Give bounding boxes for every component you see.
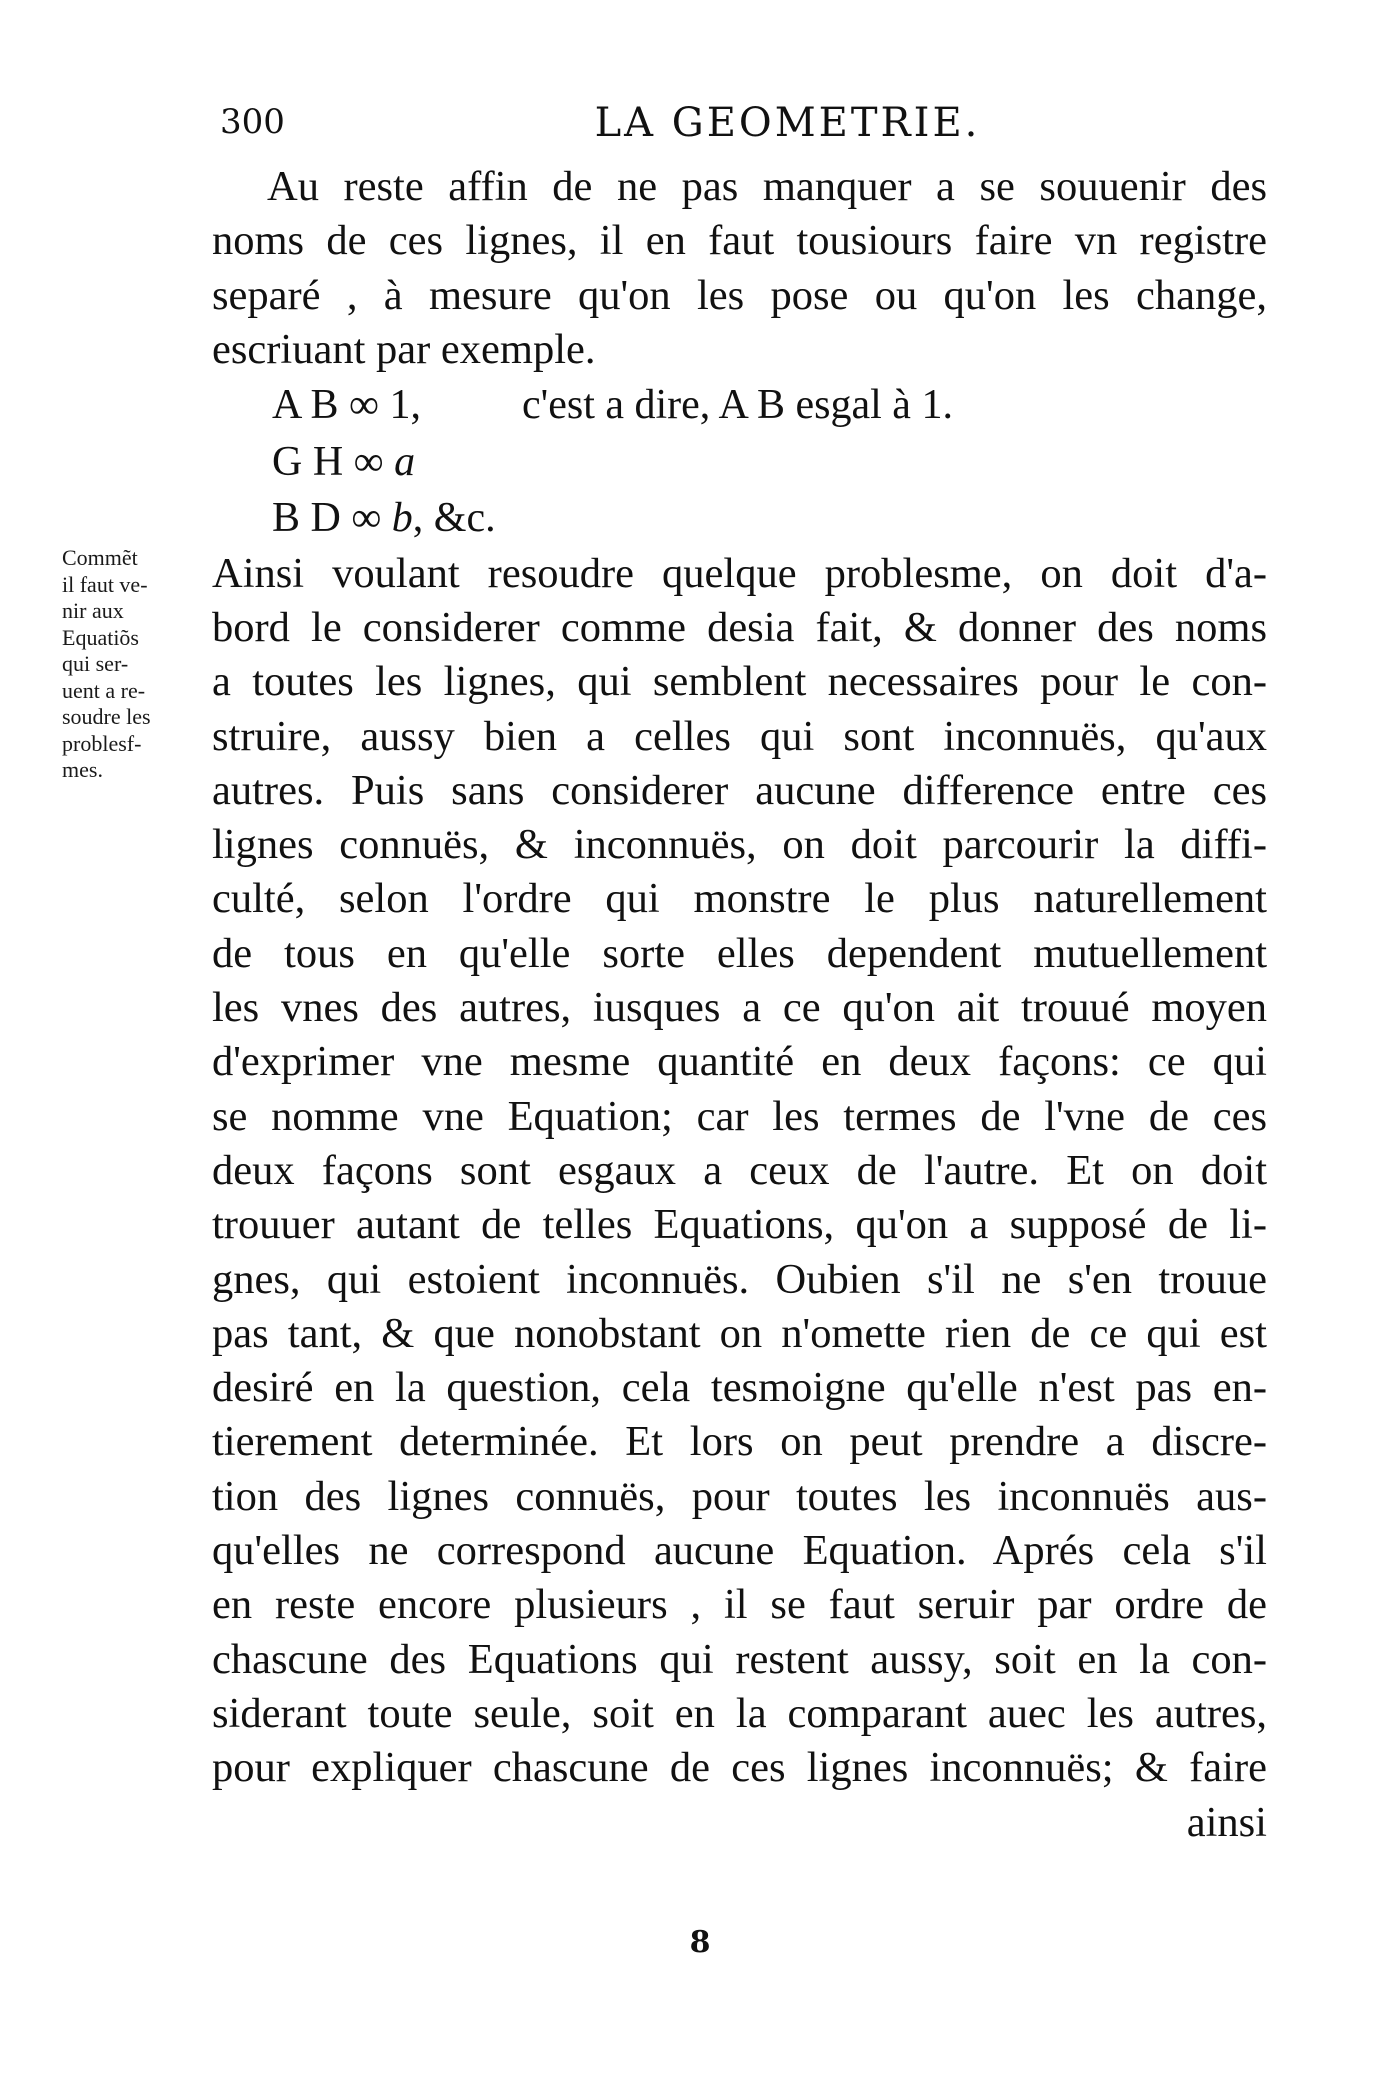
- text-line: pour expliquer chascune de ces lignes inconnuës; & faire: [212, 1744, 1267, 1792]
- formula-lhs: B D ∞ b, &c.: [272, 495, 496, 541]
- margin-note-line: mes.: [62, 757, 103, 782]
- text-line: se nomme vne Equation; car les termes de l'vne de ces: [212, 1092, 1267, 1140]
- page-number: 300: [220, 102, 285, 142]
- margin-note-line: soudre les: [62, 704, 151, 729]
- formula-letters: A B ∞: [272, 382, 379, 429]
- text-line: noms de ces lignes, il en faut tousiours faire vn registre: [212, 217, 1267, 265]
- margin-note-line: qui ser-: [62, 651, 129, 676]
- text-line: lignes connuës, & inconnuës, on doit parcourir la diffi-: [212, 821, 1267, 869]
- margin-note-line: problesf-: [62, 730, 142, 756]
- margin-note-line: uent a re-: [62, 677, 146, 703]
- running-title: LA GEOMETRIE.: [594, 100, 981, 146]
- text-line: struire, aussy bien a celles qui sont inconnuës, qu'aux: [212, 712, 1267, 760]
- formula-etc: &c.: [433, 495, 496, 542]
- page-header: [220, 102, 1265, 152]
- text-line: trouuer autant de telles Equations, qu'on a supposé de li-: [212, 1201, 1267, 1249]
- formula-block: [272, 377, 1267, 547]
- margin-note-line: nir aux: [62, 598, 124, 623]
- text-line: tion des lignes connuës, pour toutes les inconnuës aus-: [212, 1472, 1267, 1520]
- text-line: les vnes des autres, iusques a ce qu'on ait trouué moyen: [212, 984, 1267, 1032]
- text-line: separé , à mesure qu'on les pose ou qu'on les change,: [212, 271, 1267, 319]
- margin-note-line: il faut ve-: [62, 571, 148, 597]
- catchword: ainsi: [1186, 1798, 1267, 1846]
- text-line: en reste encore plusieurs , il se faut seruir par ordre de: [212, 1581, 1267, 1629]
- text-line: d'exprimer vne mesme quantité en deux façons: ce qui: [212, 1038, 1267, 1086]
- text-line: siderant toute seule, soit en la comparant auec les autres,: [212, 1689, 1267, 1737]
- formula-value: 1: [389, 382, 411, 429]
- text-line: chascune des Equations qui restent aussy, soit en la con-: [212, 1635, 1267, 1683]
- margin-note-line: Equatiõs: [62, 624, 139, 650]
- formula-value: a: [394, 438, 416, 485]
- text-line: Ainsi voulant resoudre quelque problesme, on doit d'a-: [212, 549, 1267, 597]
- text-line: de tous en qu'elle sorte elles dependent mutuellement: [212, 929, 1267, 977]
- signature-mark: 8: [689, 1925, 711, 1960]
- text-line: desiré en la question, cela tesmoigne qu'elle n'est pas en-: [212, 1364, 1267, 1412]
- text-line: gnes, qui estoient inconnuës. Oubien s'il ne s'en trouue: [212, 1255, 1267, 1303]
- text-line: bord le considerer comme desia fait, & donner des noms: [212, 603, 1267, 651]
- formula-lhs: A B ∞ 1,: [272, 382, 421, 429]
- text-line: tierement determinée. Et lors on peut prendre a discre-: [212, 1418, 1267, 1466]
- text-line: deux façons sont esgaux a ceux de l'autre. Et on doit: [212, 1146, 1267, 1194]
- text-line: escriuant par exemple.: [212, 325, 596, 373]
- margin-note: [62, 545, 212, 784]
- text-line: qu'elles ne correspond aucune Equation. Aprés cela s'il: [212, 1527, 1267, 1575]
- text-line: a toutes les lignes, qui semblent necessaires pour le con-: [212, 658, 1267, 706]
- paragraph-1: [212, 160, 1267, 377]
- formula-value: b: [391, 495, 413, 542]
- margin-note-line: Commẽt: [62, 545, 138, 570]
- text-line: pas tant, & que nonobstant on n'omette rien de ce qui est: [212, 1309, 1267, 1357]
- formula-line: [272, 434, 1267, 491]
- text-line: culté, selon l'ordre qui monstre le plus naturellement: [212, 875, 1267, 923]
- formula-lhs: [272, 434, 522, 490]
- body-text: [212, 160, 1267, 1850]
- formula-gloss: c'est a dire, A B esgal à 1.: [522, 382, 953, 429]
- formula-line: [272, 377, 1267, 434]
- formula-letters: G H ∞: [272, 438, 384, 485]
- text-line: autres. Puis sans considerer aucune difference entre ces: [212, 766, 1267, 814]
- formula-line: [272, 490, 1267, 547]
- paragraph-2: [212, 547, 1267, 1850]
- text-line: Au reste affin de ne pas manquer a se souuenir des: [267, 163, 1267, 210]
- formula-letters: B D ∞: [272, 495, 382, 542]
